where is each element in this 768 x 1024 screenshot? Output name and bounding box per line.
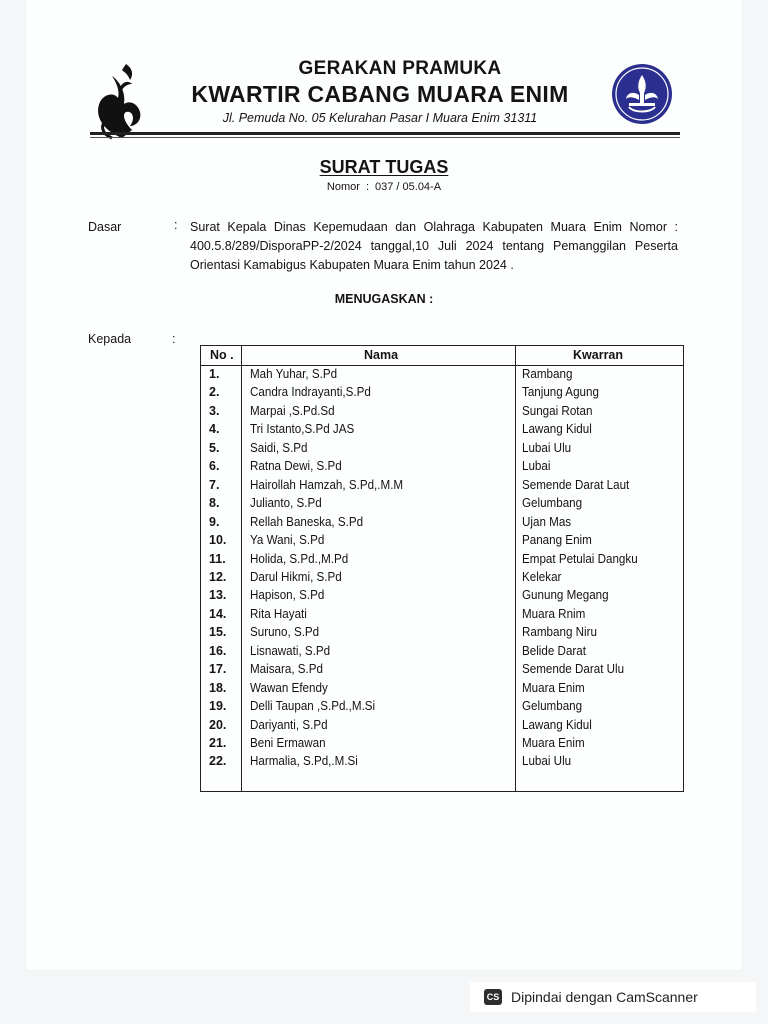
assignment-table xyxy=(200,345,684,792)
letterhead-rule-thin xyxy=(90,137,680,138)
row-kwarran: Muara Enim xyxy=(522,680,585,695)
row-name: Rita Hayati xyxy=(250,606,307,621)
org-name-line2: KWARTIR CABANG MUARA ENIM xyxy=(191,81,569,107)
row-number: 2. xyxy=(209,385,220,400)
row-number: 11. xyxy=(209,551,226,566)
basis-label: Dasar xyxy=(88,220,122,234)
basis-colon: : xyxy=(174,218,178,232)
header-kwarran: Kwarran xyxy=(573,348,624,362)
row-kwarran: Lawang Kidul xyxy=(522,717,592,732)
row-name: Lisnawati, S.Pd xyxy=(250,643,331,658)
row-kwarran: Lawang Kidul xyxy=(522,422,592,437)
row-kwarran: Tanjung Agung xyxy=(522,385,599,400)
row-number: 21. xyxy=(209,736,227,750)
row-number: 17. xyxy=(209,662,227,677)
row-kwarran: Sungai Rotan xyxy=(522,403,593,418)
row-kwarran: Belide Darat xyxy=(522,643,586,658)
table-row xyxy=(201,496,685,514)
row-name: Mah Yuhar, S.Pd xyxy=(250,367,338,381)
row-number: 16. xyxy=(209,643,227,658)
row-kwarran: Rambang xyxy=(522,367,573,381)
number-label: Nomor xyxy=(326,181,360,193)
table-header-rule xyxy=(201,365,683,366)
table-row xyxy=(201,570,685,588)
row-name: Hapison, S.Pd xyxy=(250,588,325,603)
row-name: Candra Indrayanti,S.Pd xyxy=(250,385,371,400)
table-row xyxy=(201,588,685,606)
recipient-label: Kepada xyxy=(88,332,132,346)
table-row xyxy=(201,552,685,570)
table-row xyxy=(201,607,685,625)
row-number: 4. xyxy=(209,422,220,437)
row-number: 9. xyxy=(209,514,220,529)
wosm-emblem-icon xyxy=(611,63,673,125)
document-number xyxy=(0,181,768,193)
row-name: Hairollah Hamzah, S.Pd,.M.M xyxy=(250,477,404,492)
table-row xyxy=(201,404,685,422)
camscanner-icon: CS xyxy=(484,989,502,1005)
row-name: Julianto, S.Pd xyxy=(250,496,322,511)
row-kwarran: Empat Petulai Dangku xyxy=(522,551,638,566)
row-kwarran: Semende Darat Laut xyxy=(522,477,630,492)
row-name: Dariyanti, S.Pd xyxy=(250,717,328,732)
number-separator: : xyxy=(365,181,369,193)
table-row xyxy=(201,662,685,680)
row-kwarran: Gelumbang xyxy=(522,496,583,511)
table-row xyxy=(201,515,685,533)
scanner-watermark xyxy=(470,982,756,1012)
row-name: Saidi, S.Pd xyxy=(250,440,308,455)
table-row xyxy=(201,699,685,717)
table-row xyxy=(201,754,685,772)
row-kwarran: Lubai xyxy=(522,459,551,474)
row-name: Holida, S.Pd.,M.Pd xyxy=(250,551,349,566)
row-number: 5. xyxy=(209,440,220,455)
table-row xyxy=(201,644,685,662)
row-name: Maisara, S.Pd xyxy=(250,662,324,677)
table-row xyxy=(201,681,685,699)
letterhead xyxy=(150,58,610,125)
row-kwarran: Muara Rnim xyxy=(522,606,586,621)
row-name: Darul Hikmi, S.Pd xyxy=(250,569,342,584)
table-row xyxy=(201,459,685,477)
header-nama: Nama xyxy=(364,348,399,362)
row-kwarran: Semende Darat Ulu xyxy=(522,662,625,677)
row-number: 1. xyxy=(209,367,220,381)
row-kwarran: Rambang Niru xyxy=(522,625,597,640)
row-name: Suruno, S.Pd xyxy=(250,625,320,640)
org-address: Jl. Pemuda No. 05 Kelurahan Pasar I Muara Enim 31311 xyxy=(222,111,538,125)
row-kwarran: Panang Enim xyxy=(522,533,592,548)
row-number: 15. xyxy=(209,625,227,640)
row-kwarran: Kelekar xyxy=(522,569,562,584)
row-name: Beni Ermawan xyxy=(250,736,326,750)
table-row xyxy=(201,367,685,385)
row-number: 22. xyxy=(209,754,227,769)
row-name: Wawan Efendy xyxy=(250,680,328,695)
table-row xyxy=(201,533,685,551)
row-kwarran: Gunung Megang xyxy=(522,588,609,603)
row-name: Harmalia, S.Pd,.M.Si xyxy=(250,754,358,769)
row-name: Tri Istanto,S.Pd JAS xyxy=(250,422,355,437)
row-kwarran: Gelumbang xyxy=(522,699,583,714)
header-no: No . xyxy=(210,348,234,362)
recipient-colon: : xyxy=(172,332,176,346)
table-row xyxy=(201,441,685,459)
row-number: 13. xyxy=(209,588,227,603)
row-number: 18. xyxy=(209,680,227,695)
letterhead-rule-thick xyxy=(90,132,680,135)
row-kwarran: Lubai Ulu xyxy=(522,754,572,769)
row-kwarran: Muara Enim xyxy=(522,736,585,750)
row-kwarran: Ujan Mas xyxy=(522,514,572,529)
row-number: 20. xyxy=(209,717,227,732)
row-number: 3. xyxy=(209,403,220,418)
org-name-line1: GERAKAN PRAMUKA xyxy=(298,58,502,79)
row-number: 10. xyxy=(209,533,227,548)
row-name: Marpai ,S.Pd.Sd xyxy=(250,403,335,418)
row-name: Ya Wani, S.Pd xyxy=(250,533,325,548)
row-number: 6. xyxy=(209,459,220,474)
table-row xyxy=(201,736,685,754)
table-row xyxy=(201,478,685,496)
row-name: Rellah Baneska, S.Pd xyxy=(250,514,364,529)
document-title: SURAT TUGAS xyxy=(319,157,449,177)
row-number: 12. xyxy=(209,569,227,584)
scout-emblem-icon xyxy=(92,60,150,140)
assign-heading: MENUGASKAN : xyxy=(334,292,434,306)
number-value: 037 / 05.04-A xyxy=(375,181,442,193)
basis-text: Surat Kepala Dinas Kepemudaan dan Olahraga Kabupaten Muara Enim Nomor : 400.5.8/289/DisporaPP-2/2024 tanggal,10 Juli 2024 tentang Pemanggilan Peserta Orientasi Kamabigus Kabupaten Muara Enim tahun 2024 . xyxy=(190,220,678,272)
table-row xyxy=(201,422,685,440)
row-number: 14. xyxy=(209,606,227,621)
row-number: 19. xyxy=(209,699,227,714)
row-number: 8. xyxy=(209,496,220,511)
row-name: Ratna Dewi, S.Pd xyxy=(250,459,342,474)
row-kwarran: Lubai Ulu xyxy=(522,440,572,455)
table-row xyxy=(201,718,685,736)
table-row xyxy=(201,625,685,643)
scanner-label: Dipindai dengan CamScanner xyxy=(511,989,698,1005)
row-number: 7. xyxy=(209,477,220,492)
table-row xyxy=(201,385,685,403)
row-name: Delli Taupan ,S.Pd.,M.Si xyxy=(250,699,376,714)
